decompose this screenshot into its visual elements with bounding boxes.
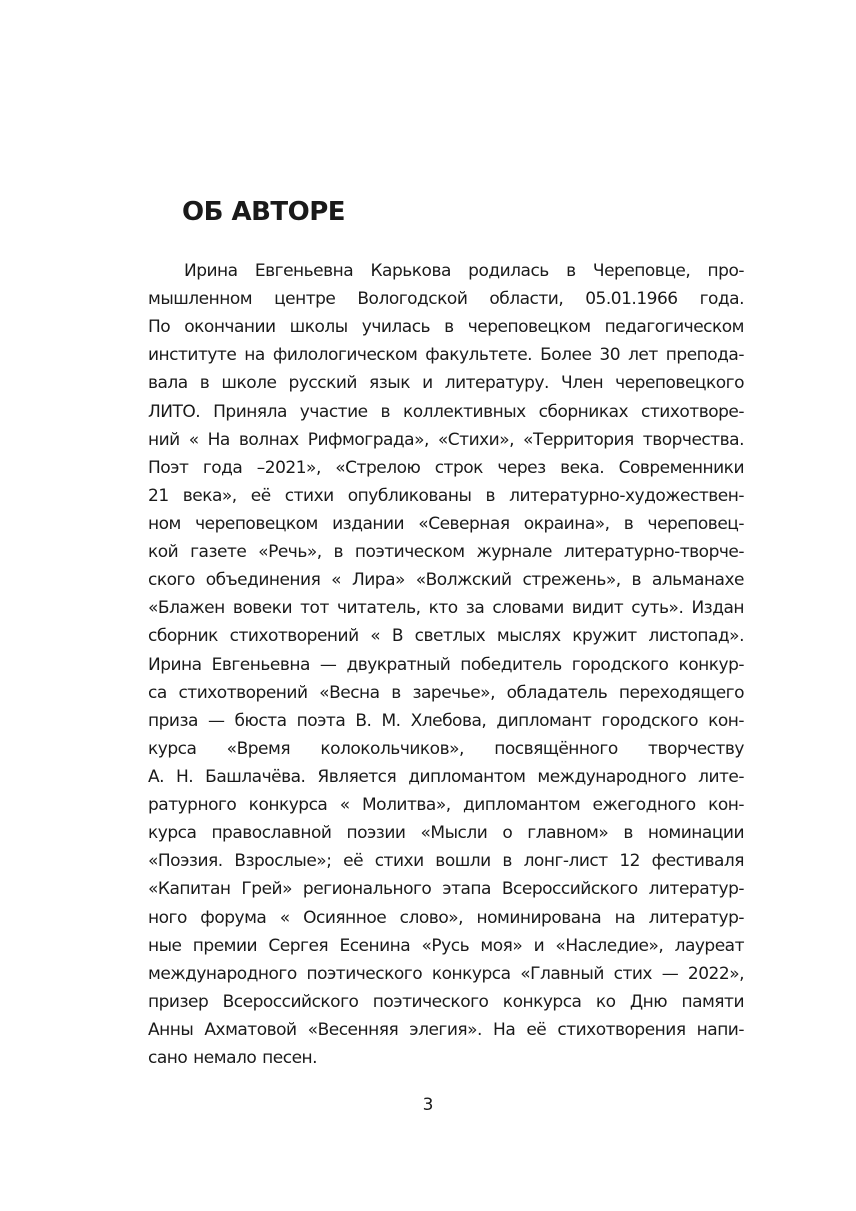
text-line: призер Всероссийского поэтического конкурса ко Дню памяти [148, 991, 744, 1012]
text-line: Ирина Евгеньевна Карькова родилась в Череповце, про- [184, 261, 744, 281]
text-line: ного форума « Осиянное слово», номинирована на литератур- [148, 907, 744, 928]
text-line: Ирина Евгеньевна — двукратный победитель городского конкур- [148, 654, 744, 675]
text-line: курса православной поэзии «Мысли о главном» в номинации [148, 823, 744, 844]
text-line: институте на филологическом факультете. Более 30 лет препода- [148, 345, 744, 366]
section-title: ОБ АВТОРЕ [182, 197, 346, 227]
text-line: приза — бюста поэта В. М. Хлебова, дипломант городского кон- [148, 710, 744, 731]
text-line: Анны Ахматовой «Весенняя элегия». На её стихотворения напи- [148, 1019, 744, 1040]
text-line: ний « На волнах Рифмограда», «Стихи», «Территория творчества. [148, 429, 744, 450]
text-line: 21 века», её стихи опубликованы в литературно-художествен- [148, 485, 744, 506]
text-line: сборник стихотворений « В светлых мыслях кружит листопад». [148, 626, 744, 647]
text-line: По окончании школы училась в череповецком педагогическом [148, 317, 744, 338]
text-line: «Капитан Грей» регионального этапа Всероссийского литератур- [148, 879, 744, 900]
text-line: сано немало песен. [148, 1048, 318, 1069]
text-line: ЛИТО. Приняла участие в коллективных сборниках стихотворе- [148, 401, 744, 422]
text-line: ского объединения « Лира» «Волжский стрежень», в альманахе [148, 570, 744, 591]
text-line: вала в школе русский язык и литературу. Член череповецкого [148, 373, 744, 394]
text-line: ные премии Сергея Есенина «Русь моя» и «Наследие», лауреат [148, 935, 744, 956]
text-line: ратурного конкурса « Молитва», дипломантом ежегодного кон- [148, 795, 744, 816]
text-line: са стихотворений «Весна в заречье», обладатель переходящего [148, 682, 744, 703]
text-line: «Поэзия. Взрослые»; её стихи вошли в лонг-лист 12 фестиваля [148, 851, 744, 872]
text-line: международного поэтического конкурса «Главный стих — 2022», [148, 963, 744, 984]
text-line: Поэт года –2021», «Стрелою строк через века. Современники [148, 457, 744, 478]
text-line: кой газете «Речь», в поэтическом журнале литературно-творче- [148, 542, 744, 563]
text-line: мышленном центре Вологодской области, 05.01.1966 года. [148, 289, 744, 310]
page-number: 3 [422, 1095, 434, 1115]
text-line: ном череповецком издании «Северная окраина», в череповец- [148, 513, 744, 534]
text-line: А. Н. Башлачёва. Является дипломантом международного лите- [148, 766, 744, 787]
text-line: курса «Время колокольчиков», посвящённого творчеству [148, 738, 744, 759]
text-line: «Блажен вовеки тот читатель, кто за словами видит суть». Издан [148, 598, 744, 619]
biography-paragraph [148, 257, 744, 1072]
